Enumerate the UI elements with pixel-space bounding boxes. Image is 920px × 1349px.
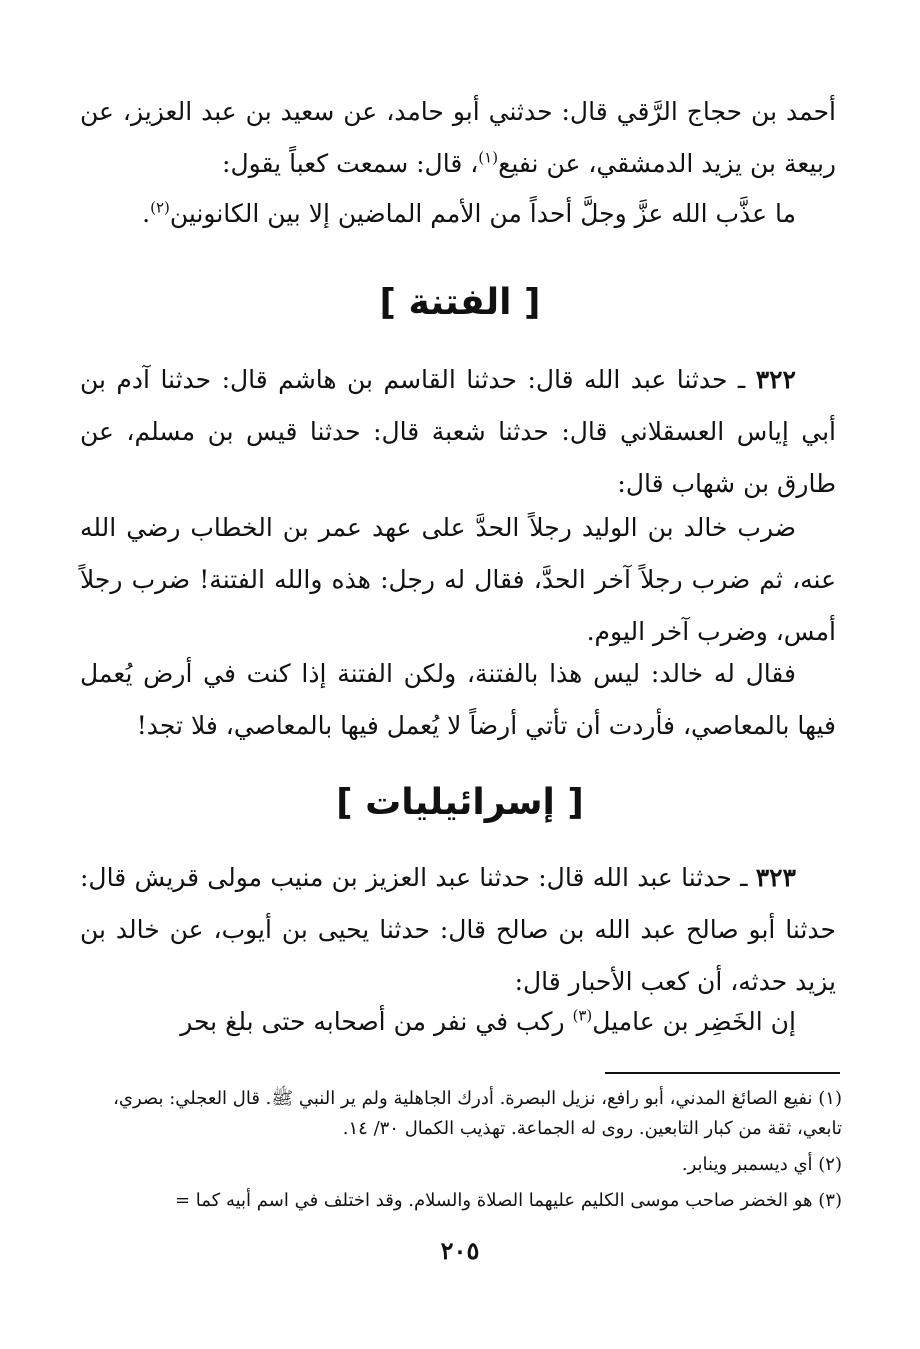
footnote-1: (١) نفيع الصائغ المدني، أبو رافع، نزيل البصرة. أدرك الجاهلية ولم ير النبي ﷺ. قال العجلي: بصري، تابعي، ثقة من كبار التابعين. روى له الجماعة. تهذيب الكمال ٣٠/ ١٤. <box>113 1088 842 1139</box>
footnote-ref: (٣) <box>572 1006 593 1025</box>
paragraph-text: ضرب خالد بن الوليد رجلاً الحدَّ على عهد عمر بن الخطاب رضي الله عنه، ثم ضرب رجلاً آخر الحدَّ، فقال له رجل: هذه والله الفتنة! ضرب رجلاً أمس، وضرب آخر اليوم. <box>80 513 836 646</box>
paragraph-hadith-323 <box>80 852 836 1008</box>
paragraph-text: ركب في نفر من أصحابه حتى بلغ بحر <box>180 1007 573 1036</box>
paragraph-text: ـ حدثنا عبد الله قال: حدثنا القاسم بن هاشم قال: حدثنا آدم بن أبي إياس العسقلاني قال: حدثنا شعبة قال: حدثنا قيس بن مسلم، عن طارق بن شهاب قال: <box>80 365 836 498</box>
paragraph-matn-323 <box>80 996 836 1048</box>
paragraph-text: ـ حدثنا عبد الله قال: حدثنا عبد العزيز بن منيب مولى قريش قال: حدثنا أبو صالح عبد الله بن صالح قال: حدثنا يحيى بن أيوب، عن خالد بن يزيد حدثه، أن كعب الأحبار قال: <box>80 863 836 996</box>
footnotes-list <box>80 1084 842 1222</box>
paragraph-text: ما عذَّب الله عزَّ وجلَّ أحداً من الأمم الماضين إلا بين الكانونين <box>169 199 796 228</box>
paragraph-matn-1 <box>80 188 836 240</box>
page-number: ٢٠٥ <box>440 1236 480 1265</box>
hadith-number: ٣٢٢ <box>755 365 796 394</box>
paragraph-text: فقال له خالد: ليس هذا بالفتنة، ولكن الفتنة إذا كنت في أرض يُعمل فيها بالمعاصي، فأردت أن تأتي أرضاً لا يُعمل فيها بالمعاصي، فلا تجد! <box>80 659 836 740</box>
paragraph-isnad-1 <box>80 86 836 190</box>
section-heading-fitna: [ الفتنة ] <box>379 282 541 323</box>
paragraph-hadith-322 <box>80 354 836 510</box>
paragraph-text: أحمد بن حجاج الرَّقي قال: حدثني أبو حامد، عن سعيد بن عبد العزيز، عن ربيعة بن يزيد الدمشقي، عن نفيع <box>80 97 836 178</box>
paragraph-text: . <box>142 199 151 228</box>
footnote-ref: (١) <box>478 148 499 167</box>
hadith-number: ٣٢٣ <box>755 863 796 892</box>
paragraph-text: إن الخَضِر بن عاميل <box>592 1007 796 1036</box>
paragraph-matn-322 <box>80 502 836 658</box>
footnote-divider <box>605 1072 840 1074</box>
footnote-ref: (٢) <box>150 198 170 217</box>
paragraph-text: ، قال: سمعت كعباً يقول: <box>222 149 479 178</box>
footnote-2: (٢) أي ديسمبر وينابر. <box>681 1154 842 1175</box>
section-heading-israiliyyat: [ إسرائيليات ] <box>336 782 584 823</box>
footnote-3: (٣) هو الخضر صاحب موسى الكليم عليهما الصلاة والسلام. وقد اختلف في اسم أبيه كما = <box>174 1190 842 1211</box>
paragraph-matn-322-b <box>80 648 836 752</box>
